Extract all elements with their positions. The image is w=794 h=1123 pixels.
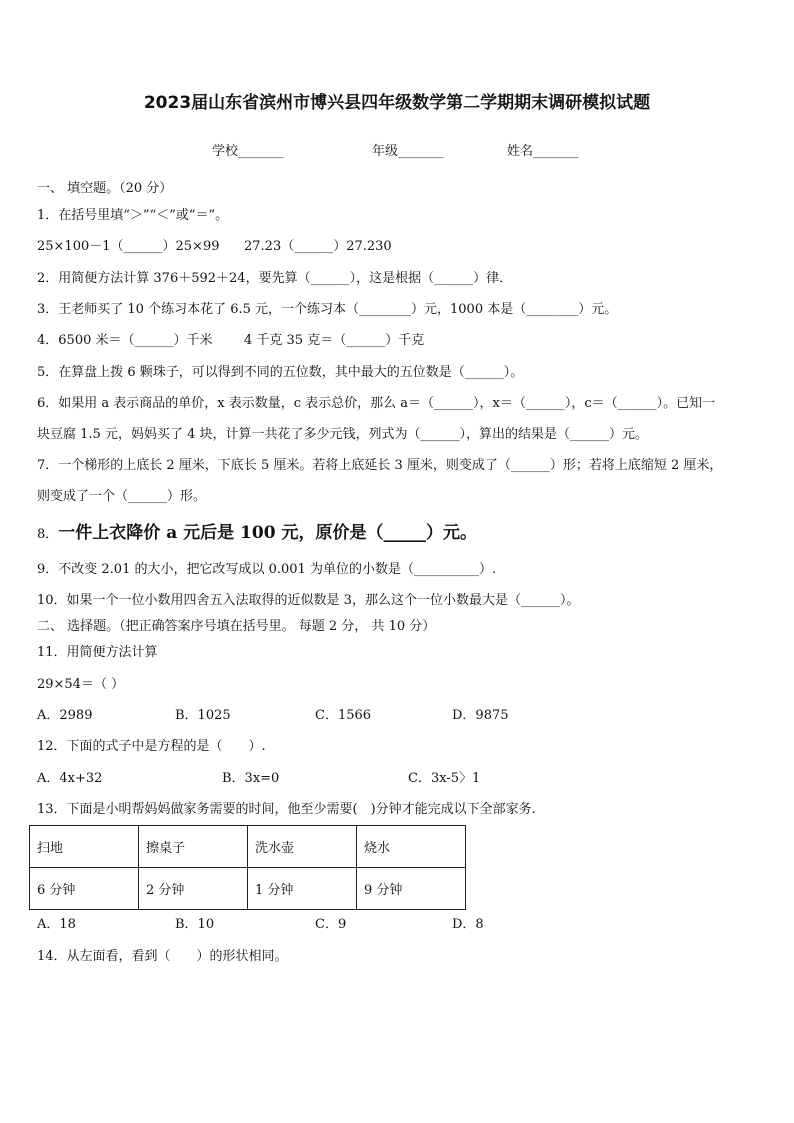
question-12: 12．下面的式子中是方程的是（ ）. xyxy=(37,739,266,754)
question-7-line2: 则变成了一个（______）形。 xyxy=(37,489,207,504)
q12-option-c[interactable]: C．3x-5〉1 xyxy=(408,771,481,786)
question-11-expression: 29×54＝（ ） xyxy=(37,677,125,692)
question-8 xyxy=(37,522,477,546)
q13-option-a[interactable]: A．18 xyxy=(37,917,76,932)
q13-option-d[interactable]: D．8 xyxy=(452,917,484,932)
table-cell: 擦桌子 xyxy=(139,826,248,868)
question-8-number: 8． xyxy=(37,527,59,542)
exam-title: 2023届山东省滨州市博兴县四年级数学第二学期期末调研模拟试题 xyxy=(143,93,651,113)
q13-option-c[interactable]: C．9 xyxy=(315,917,347,932)
question-14: 14．从左面看，看到（ ）的形状相同。 xyxy=(37,949,288,964)
table-cell: 1 分钟 xyxy=(248,868,357,910)
table-cell: 扫地 xyxy=(30,826,139,868)
table-cell: 烧水 xyxy=(357,826,466,868)
q11-option-b[interactable]: B．1025 xyxy=(175,708,231,723)
question-1: 1．在括号里填“＞”“＜”或“＝”。 xyxy=(37,208,229,223)
question-3: 3．王老师买了 10 个练习本花了 6.5 元，一个练习本（________）元，1000 本是（________）元。 xyxy=(37,302,618,317)
q13-option-b[interactable]: B．10 xyxy=(175,917,215,932)
section1-heading: 一、 填空题。（20 分） xyxy=(37,181,173,196)
question-1-part-b: 27.23（______）27.230 xyxy=(244,239,392,254)
grade-field[interactable]: 年级_______ xyxy=(372,144,444,159)
table-cell: 洗水壶 xyxy=(248,826,357,868)
q12-option-a[interactable]: A．4x+32 xyxy=(37,771,103,786)
question-13: 13．下面是小明帮妈妈做家务需要的时间，他至少需要( )分钟才能完成以下全部家务. xyxy=(37,802,536,817)
question-9: 9．不改变 2.01 的大小，把它改写成以 0.001 为单位的小数是（__________）. xyxy=(37,562,497,577)
question-5: 5．在算盘上拨 6 颗珠子，可以得到不同的五位数，其中最大的五位数是（______）。 xyxy=(37,365,524,380)
q11-option-d[interactable]: D．9875 xyxy=(452,708,509,723)
question-4-part-a: 4．6500 米＝（______）千米 xyxy=(37,333,213,348)
question-6-line2: 块豆腐 1.5 元，妈妈买了 4 块，计算一共花了多少元钱，列式为（______），算出的结果是（______）元。 xyxy=(37,427,648,442)
question-4-part-b: 4 千克 35 克＝（______）千克 xyxy=(244,333,425,348)
name-field[interactable]: 姓名_______ xyxy=(507,144,579,159)
table-row xyxy=(30,868,466,910)
q11-option-a[interactable]: A．2989 xyxy=(37,708,93,723)
question-7-line1: 7．一个梯形的上底长 2 厘米，下底长 5 厘米。若将上底延长 3 厘米，则变成了（______）形；若将上底缩短 2 厘米， xyxy=(37,458,723,473)
table-cell: 6 分钟 xyxy=(30,868,139,910)
question-6-line1: 6．如果用 a 表示商品的单价，x 表示数量，c 表示总价，那么 a＝（______），x＝（______），c＝（______）。已知一 xyxy=(37,396,716,411)
question-1-part-a: 25×100－1（______）25×99 xyxy=(37,239,220,254)
chores-table xyxy=(29,825,466,910)
school-field[interactable]: 学校_______ xyxy=(212,144,284,159)
table-cell: 2 分钟 xyxy=(139,868,248,910)
question-10: 10．如果一个一位小数用四舍五入法取得的近似数是 3，那么这个一位小数最大是（______）。 xyxy=(37,593,580,608)
table-cell: 9 分钟 xyxy=(357,868,466,910)
question-11: 11．用简便方法计算 xyxy=(37,645,158,660)
q12-option-b[interactable]: B．3x=0 xyxy=(222,771,280,786)
question-2: 2．用简便方法计算 376＋592＋24，要先算（______），这是根据（______）律． xyxy=(37,271,513,286)
question-8-text: 一件上衣降价 a 元后是 100 元，原价是（_____）元。 xyxy=(58,523,477,543)
section2-heading: 二、 选择题。（把正确答案序号填在括号里。 每题 2 分， 共 10 分） xyxy=(37,619,436,634)
table-header-row xyxy=(30,826,466,868)
q11-option-c[interactable]: C．1566 xyxy=(315,708,372,723)
